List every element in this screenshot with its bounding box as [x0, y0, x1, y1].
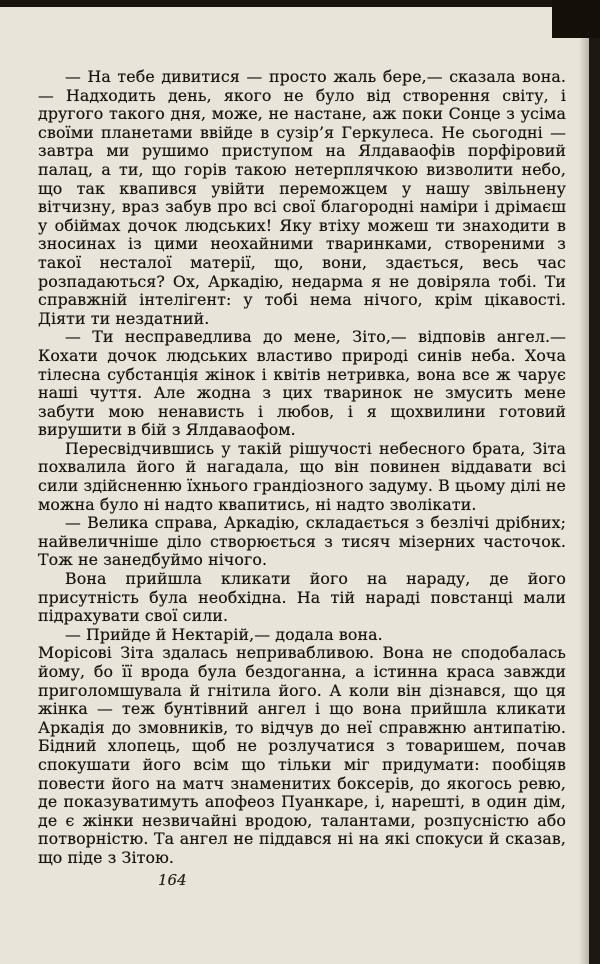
scan-corner-top-right — [552, 0, 600, 38]
scan-shadow — [579, 0, 589, 964]
paragraph: — Прийде й Нектарій,— додала вона. — [65, 624, 383, 644]
paragraph: Пересвідчившись у такій рішучості небесного брата, Зіта похвалила його й нагадала, що він повинен віддавати всі сили здійсненню їхнього грандіозного задуму. В цьому ділі не можна було ні надто квапитись, ні надто зволікати. — [38, 438, 566, 514]
paragraph: — На тебе дивитися — просто жаль бере,— сказала вона.— Надходить день, якого не було від створення світу, і другого такого дня, може, не настане, аж поки Сонце з усіма своїми планетами ввійде в сузір’я Геркулеса. Не сьогодні — завтра ми рушимо приступом на Ялдаваофів порфіровий палац, а ти, що горів такою нетерплячкою визволити небо, що так квапився увійти переможцем у нашу звільнену вітчизну, враз забув про всі свої благородні наміри і дрімаєш у обіймах дочок людських! Яку втіху можеш ти знаходити в зносинах із цими неохайними тваринками, створеними з такої несталої матерії, що, вони, здається, весь час розпадаються? Ох, Аркадію, недарма я не довіряла тобі. Ти справжній інтелігент: у тобі нема нічого, крім цікавості. Діяти ти нездатний. — [38, 67, 566, 328]
page-number: 164 — [158, 871, 187, 889]
text-block — [38, 68, 566, 868]
paragraph: — Велика справа, Аркадію, складається з безлічі дрібних; найвеличніше діло створюється з тисяч мізерних часточок. Тож не занедбуймо нічого. — [38, 513, 566, 570]
paragraph: — Ти несправедлива до мене, Зіто,— відповів ангел.— Кохати дочок людських властиво природі синів неба. Хоча тілесна субстанція жінок і квітів нетривка, вона все ж чарує наші чуття. Але жодна з цих тваринок не змусить мене забути мою ненависть і любов, і я щохвилини готовий вирушити в бій з Ялдаваофом. — [38, 327, 566, 440]
paragraph: Морісові Зіта здалась непривабливою. Вона не сподобалась йому, бо її врода була бездоганна, а істинна краса завжди приголомшувала й гнітила його. А коли він дізнався, що ця жінка — теж бунтівний ангел і що вона прийшла кликати Аркадія до змовників, то відчув до неї справжню антипатію. Бідний хлопець, щоб не розлучатися з товаришем, почав спокушати його всім що тільки міг придумати: пообіцяв повести його на матч знаменитих боксерів, до якогось ревю, де показуватимуть апофеоз Пуанкаре, і, нарешті, в один дім, де є жінки незвичайні вродою, талантами, розпусністю або потворністю. Та ангел не піддався ні на які спокуси й сказав, що піде з Зітою. — [38, 643, 566, 867]
scan-edge-top — [0, 0, 600, 7]
paragraph: Вона прийшла кликати його на нараду, де його присутність була необхідна. На тій нараді повстанці мали підрахувати свої сили. — [38, 569, 566, 626]
scan-edge-right — [589, 0, 600, 964]
